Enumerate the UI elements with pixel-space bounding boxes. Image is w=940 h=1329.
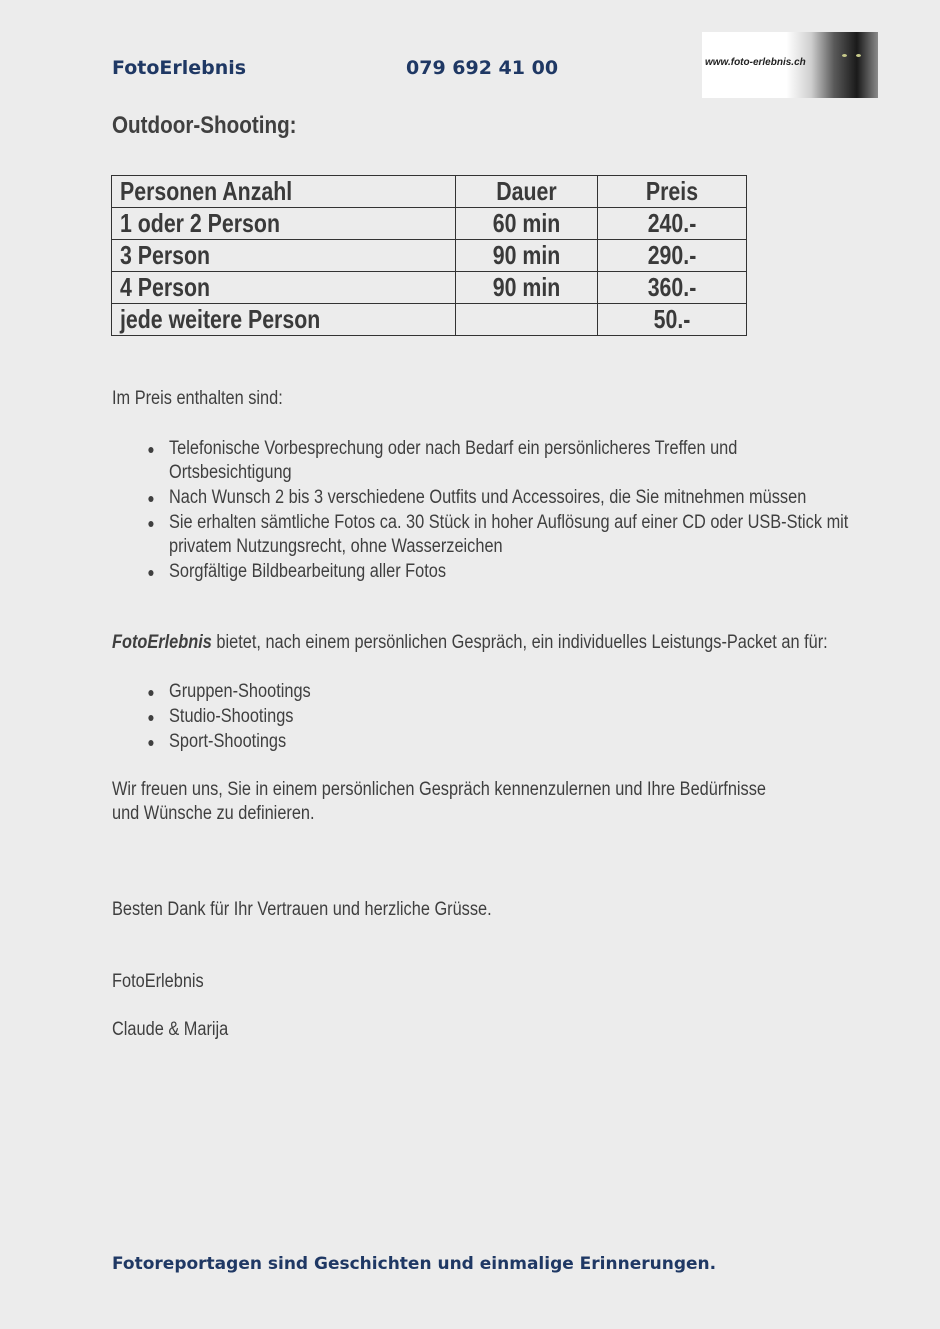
offer-text: bietet, nach einem persönlichen Gespräch, ein individuelles Leistungs-Packet an für: [211, 632, 828, 653]
panther-eye-icon [842, 54, 847, 57]
table-header-cell: Dauer [456, 176, 598, 208]
list-item: Nach Wunsch 2 bis 3 verschiedene Outfits und Accessoires, die Sie mitnehmen müssen [169, 486, 848, 511]
bullet-icon [148, 740, 153, 746]
table-cell: 3 Person [112, 240, 456, 272]
bullet-icon [148, 496, 153, 502]
table-row [112, 240, 747, 272]
list-item: Telefonische Vorbesprechung oder nach Bedarf ein persönlicheres Treffen und Ortsbesichtigung [169, 437, 848, 486]
bullet-icon [148, 521, 153, 527]
logo-image [702, 32, 878, 98]
table-cell: 60 min [456, 208, 598, 240]
header-brand: FotoErlebnis [112, 57, 247, 79]
included-intro: Im Preis enthalten sind: [112, 388, 283, 409]
signature-names: Claude & Marija [112, 1019, 229, 1040]
offer-paragraph [112, 631, 828, 655]
list-item: Gruppen-Shootings [169, 680, 311, 705]
table-cell: 1 oder 2 Person [112, 208, 456, 240]
table-cell: 90 min [456, 272, 598, 304]
table-cell: 290.- [598, 240, 747, 272]
table-cell: 50.- [598, 304, 747, 336]
table-header-row [112, 176, 747, 208]
logo-url-text: www.foto-erlebnis.ch [705, 57, 806, 68]
list-item: Sport-Shootings [169, 730, 311, 755]
bullet-icon [148, 570, 153, 576]
included-list [169, 437, 848, 585]
footer-tagline: Fotoreportagen sind Geschichten und einmalige Erinnerungen. [112, 1254, 717, 1274]
list-item: Sorgfältige Bildbearbeitung aller Fotos [169, 560, 848, 585]
list-item: Studio-Shootings [169, 705, 311, 730]
table-cell [456, 304, 598, 336]
table-header-cell: Personen Anzahl [112, 176, 456, 208]
table-row [112, 272, 747, 304]
price-table [111, 175, 747, 336]
offer-brand: FotoErlebnis [112, 632, 212, 653]
table-cell: 90 min [456, 240, 598, 272]
page-title: Outdoor-Shooting: [112, 112, 297, 139]
table-cell: 4 Person [112, 272, 456, 304]
bullet-icon [148, 690, 153, 696]
table-header-cell: Preis [598, 176, 747, 208]
signature-company: FotoErlebnis [112, 971, 204, 992]
bullet-icon [148, 715, 153, 721]
table-row [112, 304, 747, 336]
table-cell: jede weitere Person [112, 304, 456, 336]
header-phone: 079 692 41 00 [406, 57, 559, 79]
table-cell: 360.- [598, 272, 747, 304]
offer-list [169, 680, 311, 755]
table-cell: 240.- [598, 208, 747, 240]
bullet-icon [148, 447, 153, 453]
list-item: Sie erhalten sämtliche Fotos ca. 30 Stück in hoher Auflösung auf einer CD oder USB-Stick mit privatem Nutzungsrecht, ohne Wasserzeichen [169, 511, 848, 560]
table-row [112, 208, 747, 240]
closing-thanks: Besten Dank für Ihr Vertrauen und herzliche Grüsse. [112, 899, 492, 920]
panther-eye-icon [856, 54, 861, 57]
closing-paragraph: Wir freuen uns, Sie in einem persönlichen Gespräch kennenzulernen und Ihre Bedürfnisse und Wünsche zu definieren. [112, 779, 766, 824]
